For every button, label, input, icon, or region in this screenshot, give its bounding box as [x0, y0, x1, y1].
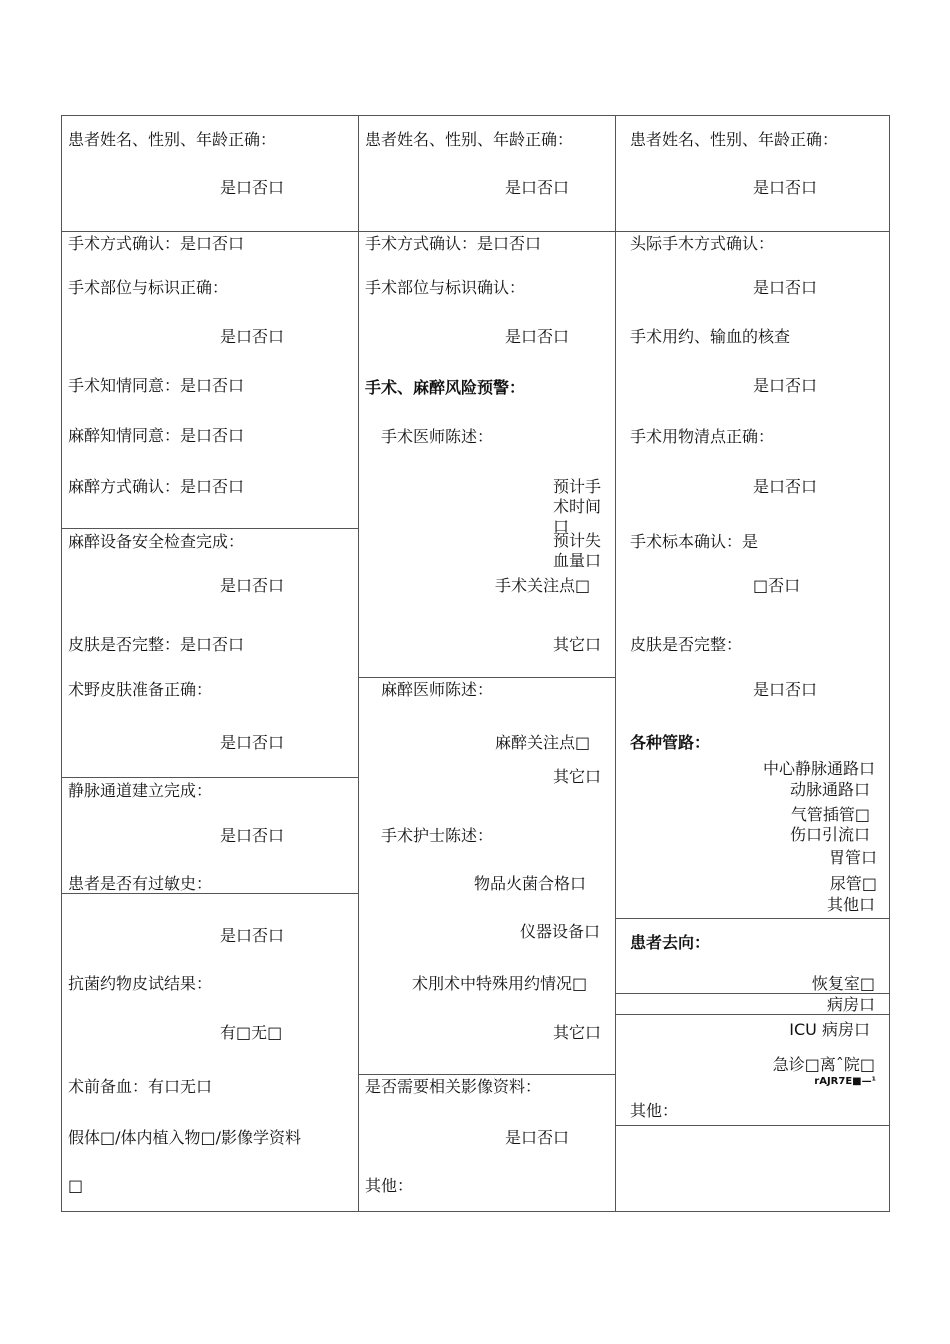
column-divider-2	[615, 115, 616, 1211]
col3-tube-other[interactable]: 其他口	[826, 895, 875, 914]
col3-tubes-heading: 各种管路：	[630, 733, 711, 752]
col2-sterilization[interactable]: 物品火菌合格口	[474, 874, 587, 893]
col3-tube-central-venous[interactable]: 中心静脉通路口	[762, 759, 875, 778]
col3-skin-intact-options[interactable]: 是口否口	[753, 680, 818, 699]
col1-implants-checkbox[interactable]: □	[68, 1176, 84, 1195]
col1-equipment-check: 麻醉设备安全检查完成：	[68, 532, 245, 551]
col3-skin-intact: 皮肤是否完整：	[630, 635, 743, 654]
col2-instruments[interactable]: 仪器设备口	[520, 922, 601, 941]
col3-dest-emergency-discharge[interactable]: 急诊□离ˆ院□	[772, 1055, 875, 1074]
col3-other[interactable]: 其他：	[630, 1101, 679, 1120]
col3-dest-icu[interactable]	[720, 1020, 870, 1040]
col2-patient-identity: 患者姓名、性别、年龄正确：	[365, 130, 574, 149]
col1-anesthesia-consent[interactable]: 麻醉知情同意：是口否口	[68, 426, 245, 445]
col3-stray-mark: rAJR7E■—¹	[814, 1076, 876, 1087]
col2-anesthesia-other[interactable]: 其它口	[553, 767, 602, 786]
col3-destination-heading: 患者去向：	[630, 933, 711, 952]
col2-site-mark-options[interactable]: 是口否口	[505, 327, 570, 346]
col3-tube-gastric[interactable]: 胃管口	[828, 848, 877, 867]
col3-specimen-confirm[interactable]: 手术标本确认：是	[630, 532, 759, 551]
col3-divider-other	[615, 1125, 889, 1126]
col2-anesthesia-focus[interactable]: 麻醉关注点□	[495, 733, 591, 752]
col1-site-mark-options[interactable]: 是口否口	[220, 327, 285, 346]
col2-surgeon-statement: 手术医师陈述：	[381, 427, 494, 446]
col3-divider-destination	[615, 918, 889, 919]
col2-site-mark: 手术部位与标识确认：	[365, 278, 526, 297]
col3-procedure-confirm-options[interactable]: 是口否口	[753, 278, 818, 297]
col3-tube-urinary[interactable]: 尿管□	[829, 874, 877, 893]
col3-patient-identity-options[interactable]: 是口否口	[753, 178, 818, 197]
col3-item-count: 手术用物清点正确：	[630, 427, 775, 446]
col3-specimen-options[interactable]: □否口	[753, 576, 801, 595]
col2-divider-imaging	[358, 1074, 616, 1075]
col1-patient-identity-options[interactable]: 是口否口	[220, 178, 285, 197]
col2-imaging-needed: 是否需要相关影像资料：	[365, 1077, 542, 1096]
col2-surgery-other[interactable]: 其它口	[553, 635, 602, 654]
col2-special-meds[interactable]: 术刖术中特殊用约情况□	[412, 974, 588, 993]
col2-procedure-confirm[interactable]: 手术方式确认：是口否口	[365, 234, 542, 253]
col3-meds-blood-options[interactable]: 是口否口	[753, 376, 818, 395]
col1-skin-intact[interactable]: 皮肤是否完整：是口否口	[68, 635, 245, 654]
col2-risk-warning-heading: 手术、麻醉风险预警：	[365, 378, 526, 397]
col1-iv-access: 静脉通道建立完成：	[68, 781, 213, 800]
col3-item-count-options[interactable]: 是口否口	[753, 477, 818, 496]
col2-anesthetist-statement: 麻醉医师陈述：	[381, 680, 494, 699]
col1-antibiotic-test: 抗菌约物皮试结果：	[68, 974, 213, 993]
header-row-divider	[61, 231, 889, 232]
col1-skin-prep: 术野皮肤准备正确：	[68, 680, 213, 699]
col2-surgery-focus[interactable]: 手术关注点□	[495, 576, 591, 595]
col1-divider-equipment	[61, 528, 359, 529]
col2-expected-time[interactable]: 预计手术时间口	[553, 477, 602, 536]
col3-tube-tracheal[interactable]: 气管插管□	[790, 805, 870, 824]
column-divider-1	[358, 115, 359, 1211]
col1-divider-iv	[61, 777, 359, 778]
col3-procedure-confirm: 头际手木方式确认：	[630, 234, 775, 253]
col1-patient-identity: 患者姓名、性别、年龄正确：	[68, 130, 277, 149]
col3-patient-identity: 患者姓名、性别、年龄正确：	[630, 130, 839, 149]
col2-imaging-options[interactable]: 是口否口	[505, 1128, 570, 1147]
col1-implants[interactable]: 假体□/体内植入物□/影像学资料	[68, 1128, 302, 1147]
col1-allergy-options[interactable]: 是口否口	[220, 926, 285, 945]
col1-antibiotic-test-options[interactable]: 有□无□	[220, 1023, 283, 1042]
col2-nurse-statement: 手术护士陈述：	[381, 826, 494, 845]
col3-tube-wound-drain[interactable]: 伤口引流口	[789, 825, 870, 844]
col2-other[interactable]: 其他：	[365, 1176, 414, 1195]
col3-dest-icu-prefix: ICU	[789, 1020, 817, 1039]
col1-site-mark: 手术部位与标识正确：	[68, 278, 229, 297]
col1-allergy-history: 患者是否有过敏史：	[68, 874, 213, 893]
col1-anesthesia-method[interactable]: 麻醉方式确认：是口否口	[68, 477, 245, 496]
col3-dest-ward[interactable]: 病房口	[826, 995, 875, 1014]
col2-divider-anesthetist	[358, 677, 616, 678]
col1-skin-prep-options[interactable]: 是口否口	[220, 733, 285, 752]
col3-meds-blood-check: 手术用约、输血的核查	[630, 327, 791, 346]
col1-surgery-consent[interactable]: 手术知情同意：是口否口	[68, 376, 245, 395]
col3-dest-recovery-room[interactable]: 恢复室□	[811, 974, 875, 993]
col3-tube-arterial[interactable]: 动脉通路口	[789, 780, 870, 799]
col1-equipment-check-options[interactable]: 是口否口	[220, 576, 285, 595]
col1-procedure-confirm[interactable]: 手术方式确认：是口否口	[68, 234, 245, 253]
col2-nurse-other[interactable]: 其它口	[553, 1023, 602, 1042]
col2-patient-identity-options[interactable]: 是口否口	[505, 178, 570, 197]
col3-dest-icu-label: 病房口	[821, 1020, 870, 1039]
col1-blood-preparation[interactable]: 术前备血：有口无口	[68, 1077, 213, 1096]
col1-iv-access-options[interactable]: 是口否口	[220, 826, 285, 845]
col2-expected-blood-loss[interactable]: 预计失血量口	[553, 531, 602, 570]
